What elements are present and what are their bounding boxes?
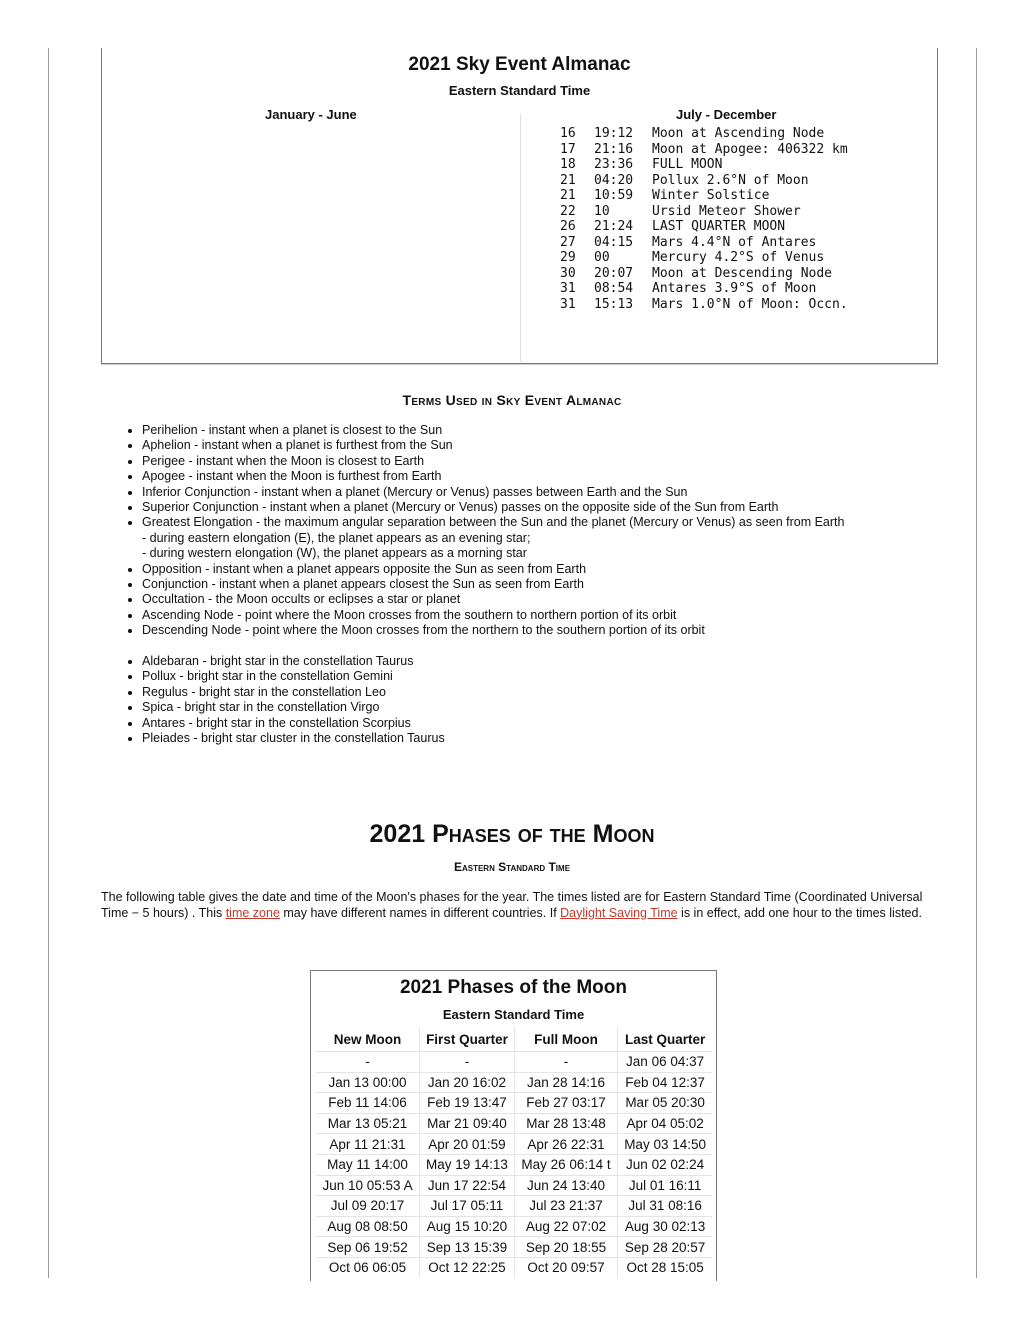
almanac-event: [560, 188, 848, 204]
table-cell: May 03 14:50: [617, 1133, 712, 1154]
intro-text-3: is in effect, add one hour to the times listed.: [677, 905, 922, 920]
term-item: • Conjunction - instant when a planet appears closest the Sun as seen from Earth: [142, 577, 932, 592]
table-cell: Jan 20 16:02: [419, 1072, 514, 1093]
term-elongation-note: - during western elongation (W), the planet appears as a morning star: [142, 546, 527, 561]
term-item: • Greatest Elongation - the maximum angular separation between the Sun and the planet (Mercury or Venus) as seen from Earth: [142, 515, 932, 530]
almanac-event: [560, 219, 848, 235]
table-cell: Jul 17 05:11: [419, 1195, 514, 1216]
table-cell: -: [514, 1051, 617, 1072]
phases-table-box: [310, 970, 717, 1281]
event-description: Mars 4.4°N of Antares: [652, 234, 817, 250]
table-cell: May 26 06:14 t: [514, 1154, 617, 1175]
table-cell: Mar 05 20:30: [617, 1092, 712, 1113]
header-first-quarter: First Quarter: [419, 1027, 514, 1051]
event-time: 19:12: [594, 126, 634, 141]
table-cell: Jan 06 04:37: [617, 1051, 712, 1072]
table-cell: -: [316, 1051, 419, 1072]
table-cell: Jan 28 14:16: [514, 1072, 617, 1093]
table-cell: Apr 26 22:31: [514, 1133, 617, 1154]
header-new-moon: New Moon: [333, 1031, 402, 1047]
table-cell: Jan 13 00:00: [316, 1072, 419, 1093]
event-day: 26: [560, 219, 576, 234]
term-item: • Aphelion - instant when a planet is furthest from the Sun: [142, 438, 932, 453]
table-row: [316, 1195, 712, 1216]
event-description: FULL MOON: [652, 157, 723, 172]
almanac-event: [560, 142, 848, 158]
table-cell: Apr 20 01:59: [419, 1133, 514, 1154]
event-time: 10:59: [594, 188, 634, 203]
event-time: 23:36: [594, 157, 634, 172]
term-item: • Perigee - instant when the Moon is closest to Earth: [142, 454, 932, 469]
event-description: Antares 3.9°S of Moon: [652, 281, 817, 296]
sky-event-almanac: [101, 48, 938, 364]
term-item: • Perihelion - instant when a planet is closest to the Sun: [142, 423, 932, 438]
table-cell: Jul 23 21:37: [514, 1195, 617, 1216]
event-day: 21: [560, 188, 576, 203]
table-cell: Mar 21 09:40: [419, 1113, 514, 1134]
table-cell: Aug 08 08:50: [316, 1216, 419, 1237]
almanac-event: [560, 235, 848, 251]
almanac-event: [560, 250, 848, 266]
page-border-left: [48, 48, 49, 1278]
almanac-column-july-december: July - December: [676, 107, 777, 122]
event-description: Mercury 4.2°S of Venus: [652, 250, 825, 265]
event-time: 21:24: [594, 219, 634, 234]
table-row: [316, 1133, 712, 1154]
table-cell: Jul 01 16:11: [617, 1175, 712, 1196]
table-cell: Sep 06 19:52: [316, 1236, 419, 1257]
table-row: [316, 1216, 712, 1237]
table-cell: Feb 11 14:06: [316, 1092, 419, 1113]
stars-list: [126, 654, 445, 746]
almanac-column-january-june: January - June: [265, 107, 357, 122]
table-cell: Mar 13 05:21: [316, 1113, 419, 1134]
table-row: [316, 1236, 712, 1257]
table-cell: Aug 22 07:02: [514, 1216, 617, 1237]
time-zone-link[interactable]: time zone: [225, 905, 280, 920]
table-row: [316, 1072, 712, 1093]
term-item: • Occultation - the Moon occults or eclipses a star or planet: [142, 592, 932, 607]
phases-table-title: 2021 Phases of the Moon: [399, 977, 627, 998]
term-item: • Apogee - instant when the Moon is furthest from Earth: [142, 469, 932, 484]
header-full-moon: Full Moon: [514, 1027, 617, 1051]
event-description: Ursid Meteor Shower: [652, 203, 801, 219]
table-cell: Feb 04 12:37: [617, 1072, 712, 1093]
table-row: [316, 1113, 712, 1134]
event-description: Pollux 2.6°N of Moon: [652, 172, 809, 188]
almanac-event: [560, 126, 848, 142]
event-description: Winter Solstice: [652, 188, 770, 203]
table-cell: Oct 28 15:05: [617, 1257, 712, 1278]
event-day: 27: [560, 234, 576, 250]
intro-text-1: The following table gives the date and time of the Moon's phases for the year. The times listed are for Eastern Standard Time (Coordinated Universal Time − 5 hours) . This: [101, 890, 923, 920]
almanac-event: [560, 266, 848, 282]
table-cell: -: [419, 1051, 514, 1072]
table-cell: Oct 06 06:05: [316, 1257, 419, 1278]
star-item: • Regulus - bright star in the constellation Leo: [142, 685, 445, 700]
table-cell: Mar 28 13:48: [514, 1113, 617, 1134]
star-item: • Spica - bright star in the constellation Virgo: [142, 700, 445, 715]
table-row: [316, 1154, 712, 1175]
event-day: 21: [560, 172, 576, 188]
intro-text-2: may have different names in different countries. If: [279, 905, 561, 920]
almanac-event-list: [560, 126, 848, 312]
phases-subtitle: Eastern Standard Time: [453, 860, 571, 874]
table-cell: Sep 13 15:39: [419, 1236, 514, 1257]
table-cell: Jun 02 02:24: [617, 1154, 712, 1175]
term-elongation-note: - during eastern elongation (E), the planet appears as an evening star;: [142, 530, 531, 545]
event-day: 31: [560, 281, 576, 296]
terms-title: Terms Used in Sky Event Almanac: [402, 392, 622, 408]
table-cell: Jun 24 13:40: [514, 1175, 617, 1196]
event-day: 29: [560, 250, 576, 265]
table-cell: May 19 14:13: [419, 1154, 514, 1175]
star-item: • Aldebaran - bright star in the constellation Taurus: [142, 654, 445, 669]
table-cell: Sep 20 18:55: [514, 1236, 617, 1257]
event-day: 16: [560, 126, 576, 141]
phases-table-subtitle: Eastern Standard Time: [442, 1007, 585, 1022]
event-description: Mars 1.0°N of Moon: Occn.: [652, 296, 848, 312]
event-day: 18: [560, 157, 576, 172]
event-time: 10: [594, 203, 610, 219]
almanac-event: [560, 173, 848, 189]
term-item: • Descending Node - point where the Moon crosses from the northern to the southern portion of its orbit: [142, 623, 932, 638]
table-row: [316, 1175, 712, 1196]
event-day: 22: [560, 203, 576, 219]
table-row: [316, 1092, 712, 1113]
event-day: 31: [560, 296, 576, 312]
star-item: • Pleiades - bright star cluster in the constellation Taurus: [142, 731, 445, 746]
almanac-subtitle: Eastern Standard Time: [448, 83, 591, 98]
table-cell: Sep 28 20:57: [617, 1236, 712, 1257]
event-description: Moon at Ascending Node: [652, 126, 825, 141]
event-description: Moon at Descending Node: [652, 265, 833, 281]
table-cell: Feb 19 13:47: [419, 1092, 514, 1113]
almanac-column-divider: [520, 114, 521, 362]
term-item: • Opposition - instant when a planet appears opposite the Sun as seen from Earth: [142, 562, 932, 577]
event-day: 30: [560, 265, 576, 281]
table-cell: Jun 10 05:53 A: [316, 1175, 419, 1196]
event-time: 04:20: [594, 172, 634, 188]
term-item: • Superior Conjunction - instant when a planet (Mercury or Venus) passes on the opposite side of the Sun from Earth: [142, 500, 932, 515]
table-cell: Oct 12 22:25: [419, 1257, 514, 1278]
almanac-event: [560, 297, 848, 313]
phases-table: [316, 1027, 712, 1278]
table-row: [316, 1257, 712, 1278]
almanac-title: 2021 Sky Event Almanac: [408, 54, 631, 75]
table-cell: Jul 31 08:16: [617, 1195, 712, 1216]
phases-table-header-row: [316, 1027, 712, 1051]
table-cell: Jul 09 20:17: [316, 1195, 419, 1216]
event-time: 04:15: [594, 234, 634, 250]
table-cell: Feb 27 03:17: [514, 1092, 617, 1113]
event-description: Moon at Apogee: 406322 km: [652, 141, 848, 157]
table-cell: Oct 20 09:57: [514, 1257, 617, 1278]
page-border-right: [976, 48, 977, 1278]
phases-title: 2021 Phases of the Moon: [369, 820, 655, 848]
table-row: [316, 1051, 712, 1072]
event-day: 17: [560, 141, 576, 157]
event-time: 21:16: [594, 141, 634, 157]
event-time: 00: [594, 250, 610, 265]
star-item: • Pollux - bright star in the constellation Gemini: [142, 669, 445, 684]
almanac-event: [560, 281, 848, 297]
event-description: LAST QUARTER MOON: [652, 219, 786, 234]
phases-intro: [101, 890, 931, 921]
table-cell: Aug 30 02:13: [617, 1216, 712, 1237]
header-last-quarter: Last Quarter: [617, 1027, 712, 1051]
table-cell: Jun 17 22:54: [419, 1175, 514, 1196]
table-cell: Apr 11 21:31: [316, 1133, 419, 1154]
term-item: • Inferior Conjunction - instant when a planet (Mercury or Venus) passes between Earth and the Sun: [142, 485, 932, 500]
daylight-saving-time-link[interactable]: Daylight Saving Time: [560, 905, 678, 920]
event-time: 15:13: [594, 296, 634, 312]
terms-list: [126, 423, 932, 639]
table-cell: Aug 15 10:20: [419, 1216, 514, 1237]
table-cell: Apr 04 05:02: [617, 1113, 712, 1134]
almanac-event: [560, 204, 848, 220]
term-item: • Ascending Node - point where the Moon crosses from the southern to northern portion of its orbit: [142, 608, 932, 623]
event-time: 08:54: [594, 281, 634, 296]
star-item: • Antares - bright star in the constellation Scorpius: [142, 716, 445, 731]
almanac-event: [560, 157, 848, 173]
table-cell: May 11 14:00: [316, 1154, 419, 1175]
event-time: 20:07: [594, 265, 634, 281]
